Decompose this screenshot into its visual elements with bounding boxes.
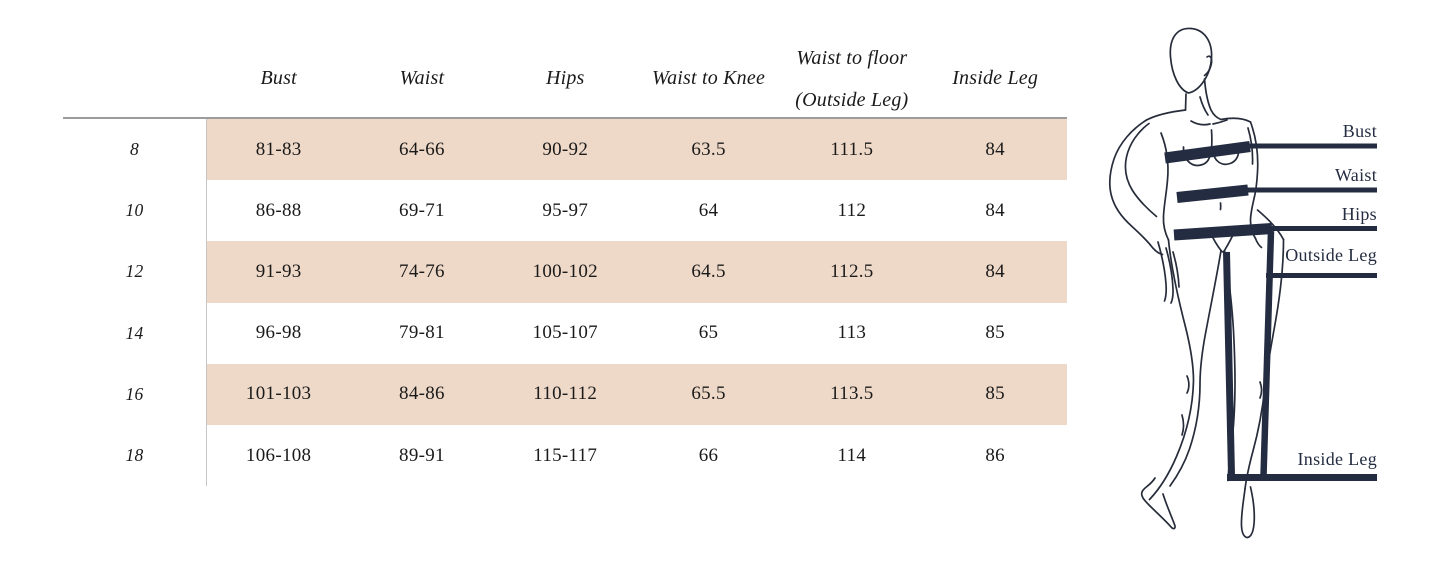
table-cell: 101-103	[207, 364, 350, 425]
column-header-waist-to-floor-line1: Waist to floor	[796, 46, 908, 69]
figure-label-hips: Hips	[1341, 204, 1377, 224]
table-body	[63, 117, 1067, 486]
table-cell: 113	[837, 322, 867, 344]
waist-band	[1177, 190, 1248, 198]
table-cell: 114	[837, 444, 867, 466]
column-header-inside-leg: Inside Leg	[952, 67, 1039, 89]
hips-band	[1174, 229, 1272, 236]
table-cell: 69-71	[399, 199, 445, 221]
table-cell: 112.5	[780, 241, 923, 302]
figure-outline	[1110, 28, 1284, 537]
outside-leg-line	[1264, 231, 1272, 476]
table-cell: 86-88	[255, 199, 302, 221]
table-cell: 64	[698, 199, 719, 221]
table-cell: 115-117	[533, 444, 598, 466]
size-chart-table	[63, 40, 1067, 486]
croquis-figure-illustration	[1100, 0, 1445, 567]
table-cell: 65.5	[637, 364, 780, 425]
column-header-waist-to-knee: Waist to Knee	[652, 67, 766, 89]
table-cell: 90-92	[494, 119, 637, 180]
table-cell: 65	[698, 322, 719, 344]
table-cell: 113.5	[780, 364, 923, 425]
column-header-waist-to-floor-line2: (Outside Leg)	[795, 88, 909, 111]
table-cell: 63.5	[637, 119, 780, 180]
size-cell: 18	[63, 425, 207, 486]
figure-label-waist: Waist	[1334, 165, 1377, 185]
measurement-bands	[1165, 146, 1377, 478]
table-cell: 91-93	[207, 241, 350, 302]
figure-label-bust: Bust	[1342, 121, 1377, 141]
table-cell: 110-112	[494, 364, 637, 425]
table-cell: 105-107	[532, 322, 598, 344]
measurement-diagram	[1100, 0, 1445, 567]
inside-leg-line	[1227, 252, 1232, 475]
column-header-waist: Waist	[399, 67, 445, 89]
table-cell: 84	[985, 199, 1005, 221]
column-header-hips: Hips	[545, 67, 585, 89]
table-cell: 81-83	[207, 119, 350, 180]
table-cell: 100-102	[494, 241, 637, 302]
table-cell: 111.5	[780, 119, 923, 180]
table-cell: 79-81	[399, 322, 445, 344]
size-cell: 14	[63, 303, 207, 364]
table-cell: 66	[698, 444, 719, 466]
table-cell: 84	[923, 241, 1066, 302]
table-cell: 84	[923, 119, 1066, 180]
table-cell: 84-86	[350, 364, 493, 425]
table-cell: 89-91	[399, 444, 445, 466]
size-cell: 10	[63, 180, 207, 241]
column-header-waist-to-floor	[780, 40, 923, 117]
table-cell: 96-98	[255, 322, 302, 344]
column-header-bust: Bust	[260, 67, 297, 89]
figure-label-outside-leg: Outside Leg	[1285, 245, 1377, 265]
table-cell: 86	[985, 444, 1005, 466]
table-cell: 112	[837, 199, 867, 221]
table-header-row	[63, 40, 1067, 117]
table-cell: 95-97	[542, 199, 589, 221]
table-cell: 64-66	[350, 119, 493, 180]
figure-ear	[1205, 56, 1212, 75]
table-cell: 74-76	[350, 241, 493, 302]
figure-label-inside-leg: Inside Leg	[1297, 449, 1377, 469]
table-cell: 85	[923, 364, 1066, 425]
table-cell: 85	[985, 322, 1005, 344]
figure-right-foot	[1241, 487, 1254, 537]
size-column-header	[63, 40, 207, 117]
table-cell: 106-108	[245, 444, 312, 466]
size-cell: 12	[63, 241, 207, 302]
size-cell: 16	[63, 364, 207, 425]
size-cell: 8	[63, 119, 207, 180]
table-cell: 64.5	[637, 241, 780, 302]
